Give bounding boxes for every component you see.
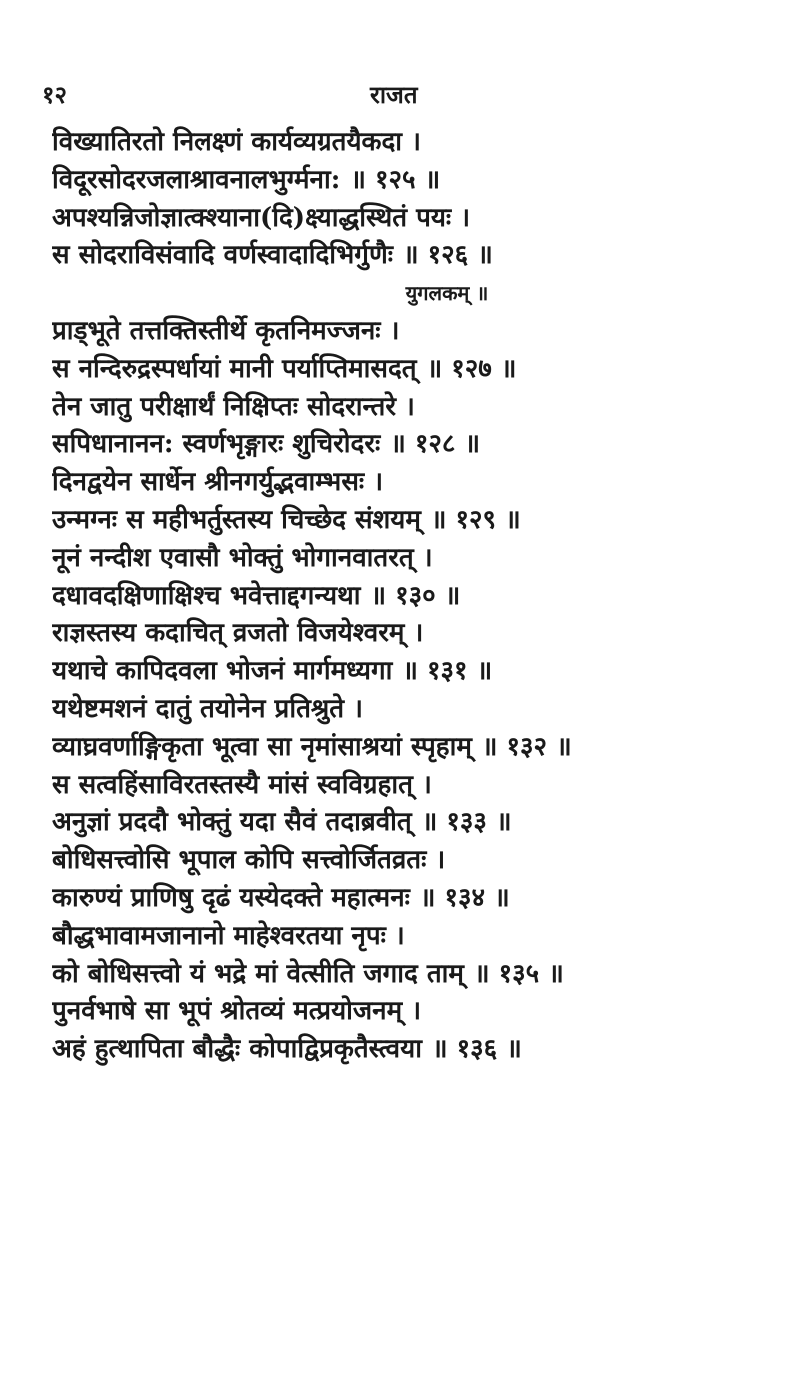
verse-text: विदूरसोदरजलाश्रावनालभुर्ग्मना: bbox=[52, 164, 341, 195]
verse-number: ॥ १३१ ॥ bbox=[402, 656, 493, 687]
verse-line bbox=[52, 653, 782, 691]
verse-line: प्राड्भूते तत्तक्तिस्तीर्थे कृतनिमज्जनः । bbox=[52, 315, 400, 346]
verse-number: ॥ १२८ ॥ bbox=[390, 429, 481, 460]
verse-text: स नन्दिरुद्रस्पर्धायां मानी पर्याप्तिमासदत् bbox=[52, 353, 417, 384]
verse-line bbox=[52, 351, 782, 389]
verse-line: बोधिसत्त्वोसि भूपाल कोपि सत्त्वोर्जितव्रतः । bbox=[52, 845, 446, 876]
verse-number: ॥ १३२ ॥ bbox=[481, 731, 572, 762]
verse-line: पुनर्वभाषे सा भूपं श्रोतव्यं मत्प्रयोजनम् । bbox=[52, 996, 422, 1027]
verse-text: दधावदक्षिणाक्षिश्च भवेत्ताद्दगन्यथा bbox=[52, 580, 361, 611]
verse-line: बौद्धभावामजानानो माहेश्वरतया नृपः । bbox=[52, 920, 405, 951]
verse-number: ॥ १२६ ॥ bbox=[403, 240, 493, 271]
verse-number: ॥ १२९ ॥ bbox=[430, 504, 521, 535]
verse-number: ॥ १३६ ॥ bbox=[431, 1034, 522, 1065]
verse-text: व्याघ्रवर्णाङ्गिकृता भूत्वा सा नृमांसाश्रयां स्पृहाम् bbox=[52, 731, 472, 762]
verse-text: स सोदराविसंवादि वर्णस्वादादिभिर्गुणैः bbox=[52, 240, 393, 271]
verse-line bbox=[52, 880, 782, 918]
verse-line bbox=[52, 1031, 782, 1069]
verse-text: यथाचे कापिदवला भोजनं मार्गमध्यगा bbox=[52, 656, 393, 687]
page-number: १२ bbox=[42, 80, 67, 109]
verse-text: उन्मग्नः स महीभर्तुस्तस्य चिच्छेद संशयम् bbox=[52, 504, 421, 535]
verse-line bbox=[52, 426, 782, 464]
verse-line: राज्ञस्तस्य कदाचित् व्रजतो विजयेश्वरम् । bbox=[52, 618, 424, 649]
verse-line: अपश्यन्निजोज्ञात्क्श्याना(दि)क्ष्याद्धस्थितं पयः । bbox=[52, 202, 471, 233]
verse-line bbox=[52, 578, 782, 616]
verse-line bbox=[52, 502, 782, 540]
verse-text: कारुण्यं प्राणिषु दृढं यस्येदक्ते महात्मनः bbox=[52, 882, 410, 913]
verse-number: ॥ १२७ ॥ bbox=[426, 353, 517, 384]
verse-line bbox=[52, 804, 782, 842]
verse-line bbox=[52, 956, 782, 994]
verse-text: अहं हुत्थापिता बौद्धैः कोपाद्विप्रकृतैस्त्वया bbox=[52, 1034, 422, 1065]
verse-body bbox=[52, 124, 782, 1069]
verse-line bbox=[52, 162, 782, 200]
section-label: युगलकम् ॥ bbox=[405, 281, 489, 306]
verse-line: विख्यातिरतो निलक्ष्णं कार्यव्यग्रतयैकदा । bbox=[52, 127, 421, 157]
verse-line: नूनं नन्दीश एवासौ भोक्तुं भोगानवातरत् । bbox=[52, 542, 433, 573]
verse-text: अनुज्ञां प्रददौ भोक्तुं यदा सैवं तदाब्रवीत् bbox=[52, 807, 412, 838]
verse-line: दिनद्वयेन सार्धेन श्रीनगर्युद्भवाम्भसः । bbox=[52, 467, 384, 498]
verse-text: को बोधिसत्त्वो यं भद्रे मां वेत्सीति जगाद ताम् bbox=[52, 958, 464, 989]
verse-number: ॥ १३३ ॥ bbox=[421, 807, 512, 838]
verse-number: ॥ १३० ॥ bbox=[370, 580, 461, 611]
verse-line bbox=[52, 729, 782, 767]
verse-line: स सत्वहिंसाविरतस्तस्यै मांसं स्वविग्रहात् । bbox=[52, 769, 432, 800]
running-head: राजत bbox=[370, 80, 418, 109]
verse-number: ॥ १२५ ॥ bbox=[350, 164, 441, 195]
verse-line: यथेष्टमशनं दातुं तयोनेन प्रतिश्रुते । bbox=[52, 693, 364, 724]
verse-text: सपिधानानन: स्वर्णभृङ्गारः शुचिरोदरः bbox=[52, 429, 381, 460]
verse-number: ॥ १३५ ॥ bbox=[473, 958, 564, 989]
verse-line: तेन जातु परीक्षार्थं निक्षिप्तः सोदरान्तरे । bbox=[52, 391, 415, 422]
verse-number: ॥ १३४ ॥ bbox=[419, 882, 510, 913]
verse-line bbox=[52, 237, 782, 275]
